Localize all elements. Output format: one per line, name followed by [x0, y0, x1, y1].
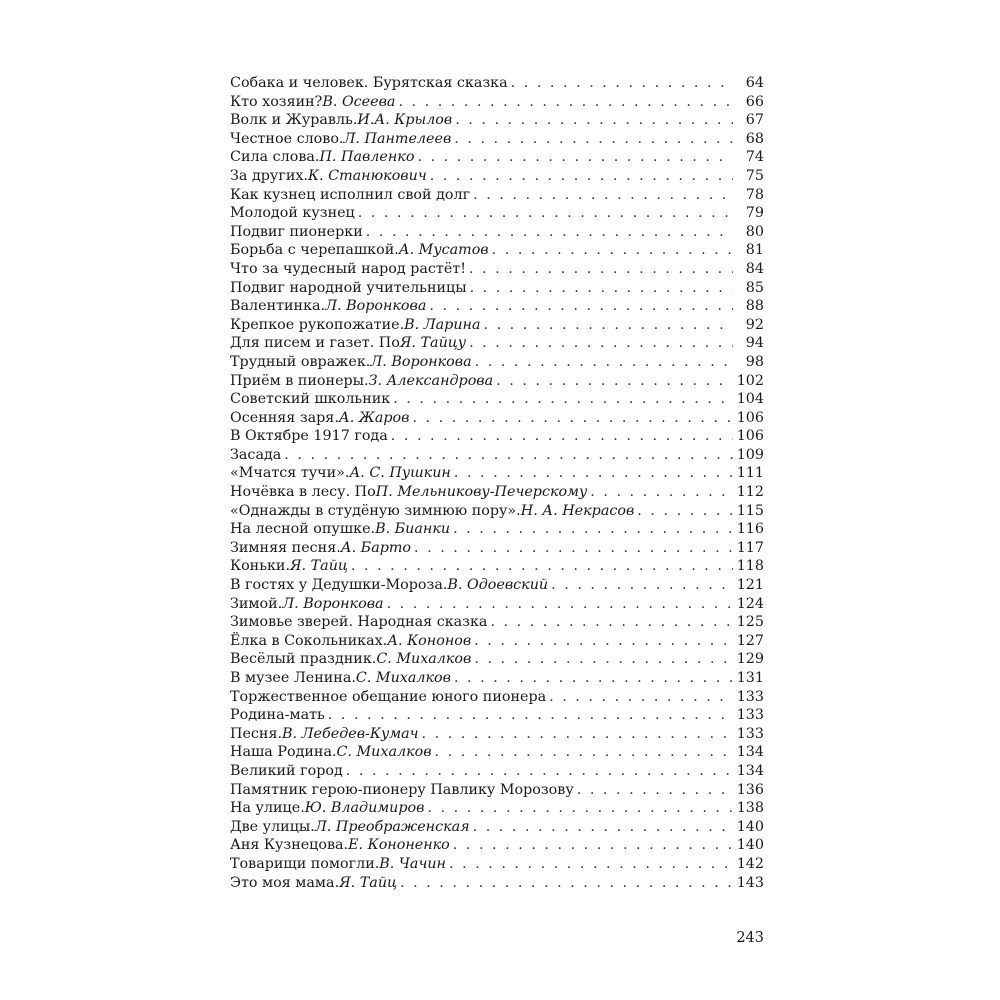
entry-title: Коньки. [230, 558, 290, 575]
dot-leader [430, 167, 733, 186]
entry-author: Ю. Владимиров [304, 800, 425, 817]
entry-title: Это моя мама. [230, 874, 340, 891]
toc-entry [230, 650, 764, 669]
dot-leader [511, 74, 733, 93]
toc-entry [230, 464, 764, 483]
dot-leader [284, 446, 733, 465]
dot-leader [435, 743, 733, 762]
entry-page-number: 109 [736, 446, 764, 463]
entry-page-number: 79 [745, 205, 764, 222]
entry-title: На лесной опушке. [230, 521, 376, 538]
dot-leader [492, 241, 733, 260]
entry-title: Ночёвка в лесу. По [230, 484, 376, 501]
entry-title: Песня. [230, 725, 283, 742]
entry-title: Зимняя песня. [230, 539, 341, 556]
dot-leader [422, 725, 733, 744]
entry-author: Л. Воронкова [325, 298, 427, 315]
entry-title: Осенняя заря. [230, 409, 339, 426]
toc-entry [230, 316, 764, 335]
entry-page-number: 143 [736, 874, 764, 891]
entry-page-number: 98 [745, 353, 764, 370]
entry-page-number: 66 [745, 93, 764, 110]
entry-page-number: 129 [736, 651, 764, 668]
dot-leader [400, 874, 733, 893]
entry-author: Л. Преображенская [314, 818, 470, 835]
entry-page-number: 64 [745, 75, 764, 91]
toc-entry [230, 260, 764, 279]
entry-page-number: 111 [736, 465, 764, 482]
toc-entry [230, 446, 764, 465]
entry-page-number: 138 [736, 800, 764, 817]
entry-title: На улице. [230, 800, 305, 817]
dot-leader [328, 706, 733, 725]
dot-leader [490, 613, 733, 632]
entry-title: Молодой кузнец [230, 205, 355, 222]
entry-page-number: 94 [745, 335, 764, 352]
entry-title: В музее Ленина. [230, 670, 356, 686]
entry-author: Я. Тайц [290, 558, 348, 575]
entry-author: А. С. Пушкин [349, 465, 451, 482]
toc-entry [230, 372, 764, 391]
dot-leader [549, 688, 733, 707]
entry-page-number: 131 [736, 670, 764, 686]
toc-entry [230, 93, 764, 112]
entry-page-number: 117 [736, 539, 764, 556]
toc-entry [230, 241, 764, 260]
entry-author: И.А. Крылов [357, 112, 453, 129]
entry-title: Крепкое рукопожатие. [230, 316, 405, 333]
entry-page-number: 78 [745, 186, 764, 203]
entry-title: Родина-мать [230, 707, 325, 724]
dot-leader [473, 818, 733, 837]
entry-title: Сила слова. [230, 149, 320, 166]
entry-author: В. Осеева [322, 93, 396, 110]
entry-title: Аня Кузнецова. [230, 837, 349, 854]
toc-entry [230, 557, 764, 576]
toc-entry [230, 576, 764, 595]
entry-author: В. Чачин [379, 855, 446, 872]
entry-author: Л. Воронкова [370, 353, 472, 370]
toc-entry [230, 799, 764, 818]
entry-title: За других. [230, 167, 308, 184]
entry-page-number: 106 [736, 409, 764, 426]
toc-entry [230, 688, 764, 707]
dot-leader [454, 464, 733, 483]
entry-author: З. Александрова [368, 372, 494, 389]
entry-title: «Однажды в студёную зимнюю пору». [230, 502, 521, 519]
toc-entry [230, 539, 764, 558]
entry-author: С. Михалков [376, 651, 472, 668]
entry-title: Подвиг народной учительницы [230, 279, 467, 296]
entry-page-number: 74 [745, 149, 764, 166]
toc-entry [230, 297, 764, 316]
dot-leader [496, 372, 733, 391]
dot-leader [637, 502, 733, 521]
toc-entry [230, 483, 764, 502]
dot-leader [469, 334, 733, 353]
entry-title: В гостях у Дедушки-Мороза. [230, 577, 448, 594]
entry-title: В Октябре 1917 года [230, 428, 388, 445]
entry-title: Волк и Журавль. [230, 112, 358, 129]
entry-author: А. Жаров [338, 409, 410, 426]
dot-leader [590, 483, 733, 502]
toc-entry [230, 334, 764, 353]
entry-page-number: 140 [736, 818, 764, 835]
toc-entry [230, 781, 764, 800]
entry-page-number: 134 [736, 744, 764, 761]
dot-leader [475, 353, 733, 372]
entry-title: Ёлка в Сокольниках. [230, 632, 388, 649]
entry-page-number: 81 [745, 242, 764, 259]
entry-title: Великий город [230, 762, 343, 779]
entry-page-number: 92 [745, 316, 764, 333]
entry-author: Е. Кононенко [348, 837, 450, 854]
entry-title: Наша Родина. [230, 744, 337, 761]
entry-title: Подвиг пионерки [230, 223, 363, 240]
entry-title: Валентинка. [230, 298, 326, 315]
entry-title: Для писем и газет. По [230, 335, 400, 352]
toc-entry [230, 743, 764, 762]
toc-entry [230, 204, 764, 223]
toc-entry [230, 390, 764, 409]
entry-author: Л. Пантелеев [343, 130, 452, 147]
entry-author: П. Мельникову-Печерскому [375, 484, 588, 501]
entry-page-number: 84 [745, 260, 764, 277]
dot-leader [474, 650, 733, 669]
toc-entry [230, 353, 764, 372]
entry-page-number: 85 [745, 279, 764, 296]
toc-entry [230, 167, 764, 186]
entry-author: А. Кононов [387, 632, 472, 649]
toc-entry [230, 427, 764, 446]
dot-leader [414, 539, 733, 558]
entry-page-number: 127 [736, 632, 764, 649]
dot-leader [387, 595, 733, 614]
dot-leader [366, 223, 733, 242]
dot-leader [454, 669, 733, 688]
dot-leader [351, 557, 733, 576]
entry-author: П. Павленко [319, 149, 415, 166]
toc-entry [230, 632, 764, 651]
toc-entry [230, 130, 764, 149]
dot-leader [473, 186, 733, 205]
entry-author: А. Барто [340, 539, 412, 556]
entry-page-number: 140 [736, 837, 764, 854]
entry-page-number: 102 [736, 372, 764, 389]
toc-entry [230, 818, 764, 837]
entry-author: Я. Тайцу [399, 335, 467, 352]
toc-entry [230, 669, 764, 688]
entry-title: Засада [230, 446, 282, 463]
dot-leader [398, 93, 733, 112]
entry-author: Н. А. Некрасов [520, 502, 635, 519]
entry-page-number: 104 [736, 391, 764, 408]
dot-leader [454, 130, 733, 149]
entry-title: Советский школьник [230, 391, 391, 408]
dot-leader [346, 762, 733, 781]
page-number: 243 [736, 930, 764, 946]
dot-leader [449, 855, 733, 874]
entry-page-number: 106 [736, 428, 764, 445]
entry-title: Борьба с черепашкой. [230, 242, 399, 259]
entry-title: Собака и человек. Бурятская сказка [230, 75, 508, 91]
entry-page-number: 142 [736, 855, 764, 872]
entry-page-number: 133 [736, 688, 764, 705]
entry-page-number: 112 [736, 484, 764, 501]
dot-leader [470, 279, 733, 298]
entry-page-number: 116 [736, 521, 764, 538]
toc-entry [230, 223, 764, 242]
toc-entry [230, 186, 764, 205]
dot-leader [469, 260, 733, 279]
dot-leader [551, 576, 733, 595]
table-of-contents [230, 74, 764, 892]
toc-entry [230, 148, 764, 167]
entry-author: Я. Тайц [339, 874, 398, 891]
entry-page-number: 136 [736, 781, 764, 798]
toc-entry [230, 279, 764, 298]
dot-leader [453, 520, 733, 539]
dot-leader [417, 148, 733, 167]
toc-entry [230, 74, 764, 93]
toc-entry [230, 520, 764, 539]
dot-leader [391, 427, 733, 446]
entry-title: Кто хозяин? [230, 93, 323, 110]
entry-author: А. Мусатов [398, 242, 489, 259]
toc-entry [230, 874, 764, 893]
entry-title: Трудный овражек. [230, 353, 371, 370]
dot-leader [474, 632, 733, 651]
dot-leader [429, 297, 733, 316]
entry-title: Товарищи помогли. [230, 855, 380, 872]
entry-title: Памятник герою-пионеру Павлику Морозову [230, 781, 574, 798]
entry-title: Торжественное обещание юного пионера [230, 688, 547, 705]
entry-title: Как кузнец исполнил свой долг [230, 186, 471, 203]
entry-page-number: 88 [745, 298, 764, 315]
entry-title: «Мчатся тучи». [230, 465, 350, 482]
toc-entry [230, 595, 764, 614]
dot-leader [455, 111, 733, 130]
entry-title: Честное слово. [230, 130, 344, 147]
toc-entry [230, 836, 764, 855]
entry-page-number: 124 [736, 595, 764, 612]
entry-author: Л. Воронкова [282, 595, 384, 612]
entry-author: В. Ларина [404, 316, 481, 333]
dot-leader [483, 316, 733, 335]
toc-entry [230, 613, 764, 632]
entry-page-number: 68 [745, 130, 764, 147]
entry-page-number: 125 [736, 614, 764, 631]
dot-leader [358, 204, 733, 223]
entry-page-number: 118 [736, 558, 764, 575]
entry-page-number: 133 [736, 725, 764, 742]
dot-leader [412, 409, 733, 428]
toc-entry [230, 706, 764, 725]
entry-author: В. Одоевский [447, 577, 549, 594]
toc-entry [230, 111, 764, 130]
entry-author: В. Лебедев-Кумач [282, 725, 419, 742]
entry-page-number: 121 [736, 577, 764, 594]
dot-leader [427, 799, 733, 818]
dot-leader [393, 390, 733, 409]
entry-page-number: 80 [745, 223, 764, 240]
entry-title: Приём в пионеры. [230, 372, 369, 389]
entry-author: С. Михалков [336, 744, 432, 761]
dot-leader [453, 836, 733, 855]
toc-entry [230, 725, 764, 744]
entry-page-number: 133 [736, 707, 764, 724]
entry-author: К. Станюкович [307, 167, 427, 184]
entry-page-number: 67 [745, 112, 764, 129]
entry-author: С. Михалков [355, 670, 451, 686]
toc-entry [230, 762, 764, 781]
entry-title: Зимовье зверей. Народная сказка [230, 614, 488, 631]
toc-entry [230, 502, 764, 521]
entry-title: Весёлый праздник. [230, 651, 377, 668]
entry-page-number: 75 [745, 167, 764, 184]
entry-author: В. Бианки [375, 521, 451, 538]
entry-page-number: 115 [736, 502, 764, 519]
toc-entry [230, 409, 764, 428]
dot-leader [577, 781, 733, 800]
entry-page-number: 134 [736, 762, 764, 779]
entry-title: Что за чудесный народ растёт! [230, 260, 466, 277]
toc-entry [230, 855, 764, 874]
entry-title: Зимой. [230, 595, 283, 612]
entry-title: Две улицы. [230, 818, 315, 835]
